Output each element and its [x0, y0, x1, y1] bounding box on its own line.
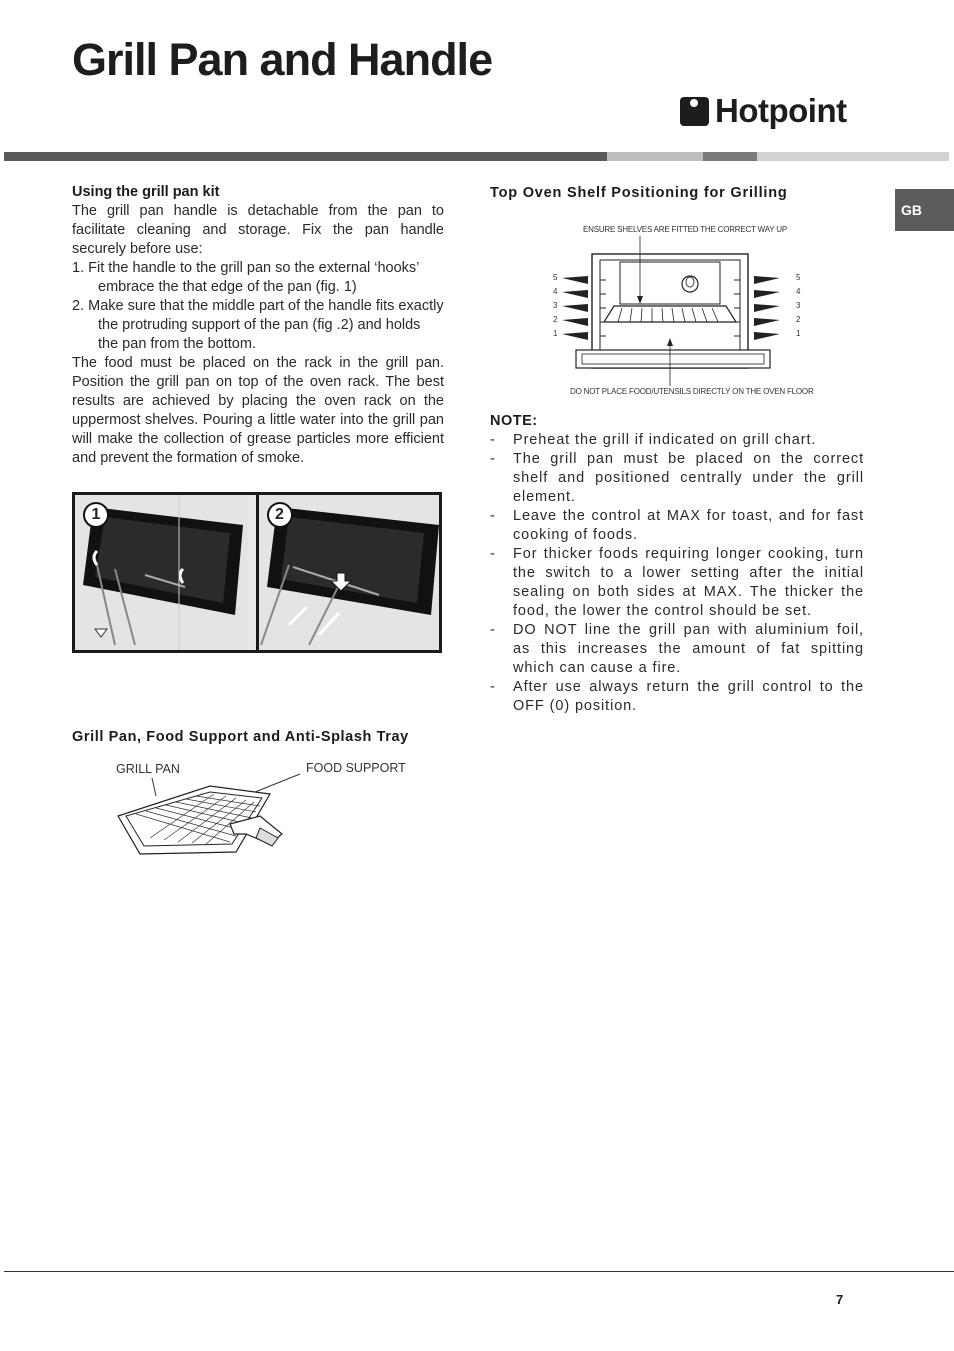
oven-shelf-diagram — [548, 236, 808, 386]
shelf-num-right-4: 4 — [796, 287, 801, 296]
header-rule-pale — [757, 152, 949, 161]
shelf-num-left-1: 1 — [553, 329, 558, 338]
kit-heading: Using the grill pan kit — [72, 184, 220, 200]
grill-pan-diagram — [110, 772, 310, 864]
right-column — [490, 185, 864, 201]
shelf-num-right-5: 5 — [796, 273, 801, 282]
header-rule-light — [607, 152, 703, 161]
shelf-num-left-2: 2 — [553, 315, 558, 324]
shelf-num-left-3: 3 — [553, 301, 558, 310]
notes-list — [490, 431, 864, 716]
handle-fitting-photos — [72, 492, 442, 653]
food-paragraph: The food must be placed on the rack in the grill pan. Position the grill pan on top of the oven rack. The best results are achieved by placing the oven rack on the uppermost shelves. Pouring a little water into the grill pan will make the collection of grease particles more efficient and prevent the formation of smoke. — [72, 355, 444, 466]
caption-oven-floor: DO NOT PLACE FOOD/UTENSILS DIRECTLY ON THE OVEN FLOOR — [570, 387, 814, 396]
shelf-heading: Top Oven Shelf Positioning for Grilling — [490, 185, 788, 201]
footer-rule — [4, 1271, 954, 1272]
note-item: - DO NOT line the grill pan with aluminium foil, as this increases the amount of fat spitting which can cause a fire. — [490, 621, 864, 678]
page-title: Grill Pan and Handle — [72, 34, 493, 85]
figure-1-photo — [75, 495, 256, 650]
shelf-num-left-5: 5 — [553, 273, 558, 282]
note-item: - Preheat the grill if indicated on grill chart. — [490, 431, 864, 450]
kit-intro: The grill pan handle is detachable from the pan to facilitate cleaning and storage. Fix the pan handle securely before use: — [72, 203, 444, 257]
shelf-num-right-3: 3 — [796, 301, 801, 310]
tray-heading: Grill Pan, Food Support and Anti-Splash Tray — [72, 729, 409, 745]
shelf-num-left-4: 4 — [553, 287, 558, 296]
language-tab: GB — [895, 189, 954, 231]
left-column — [72, 183, 444, 468]
shelf-num-right-1: 1 — [796, 329, 801, 338]
figure-2-photo — [259, 495, 440, 650]
figure-number-1: 1 — [83, 502, 109, 528]
header-rule-dark — [4, 152, 607, 161]
caption-correct-way-up: ENSURE SHELVES ARE FITTED THE CORRECT WAY UP — [583, 225, 787, 234]
note-item: - After use always return the grill control to the OFF (0) position. — [490, 678, 864, 716]
step-2: 2. Make sure that the middle part of the handle fits exactly the protruding support of the pan (fig .2) and holds the pan from the bottom. — [72, 298, 444, 352]
step-1: 1. Fit the handle to the grill pan so the external ‘hooks’ embrace the that edge of the pan (fig. 1) — [72, 260, 419, 295]
hotpoint-logo-icon — [680, 97, 709, 126]
brand-name: Hotpoint — [715, 92, 847, 129]
figure-number-2: 2 — [267, 502, 293, 528]
label-grill-pan: GRILL PAN — [116, 762, 180, 776]
page-number: 7 — [836, 1292, 844, 1307]
note-item: - For thicker foods requiring longer cooking, turn the switch to a lower setting after the initial sealing on both sides at MAX. The thicker the food, the lower the control should be set. — [490, 545, 864, 621]
note-item: - The grill pan must be placed on the correct shelf and positioned centrally under the grill element. — [490, 450, 864, 507]
header-rule-mid — [703, 152, 757, 161]
shelf-num-right-2: 2 — [796, 315, 801, 324]
brand-logo — [680, 91, 847, 131]
label-food-support: FOOD SUPPORT — [306, 761, 406, 775]
note-item: - Leave the control at MAX for toast, and for fast cooking of foods. — [490, 507, 864, 545]
note-heading: NOTE: — [490, 413, 538, 429]
